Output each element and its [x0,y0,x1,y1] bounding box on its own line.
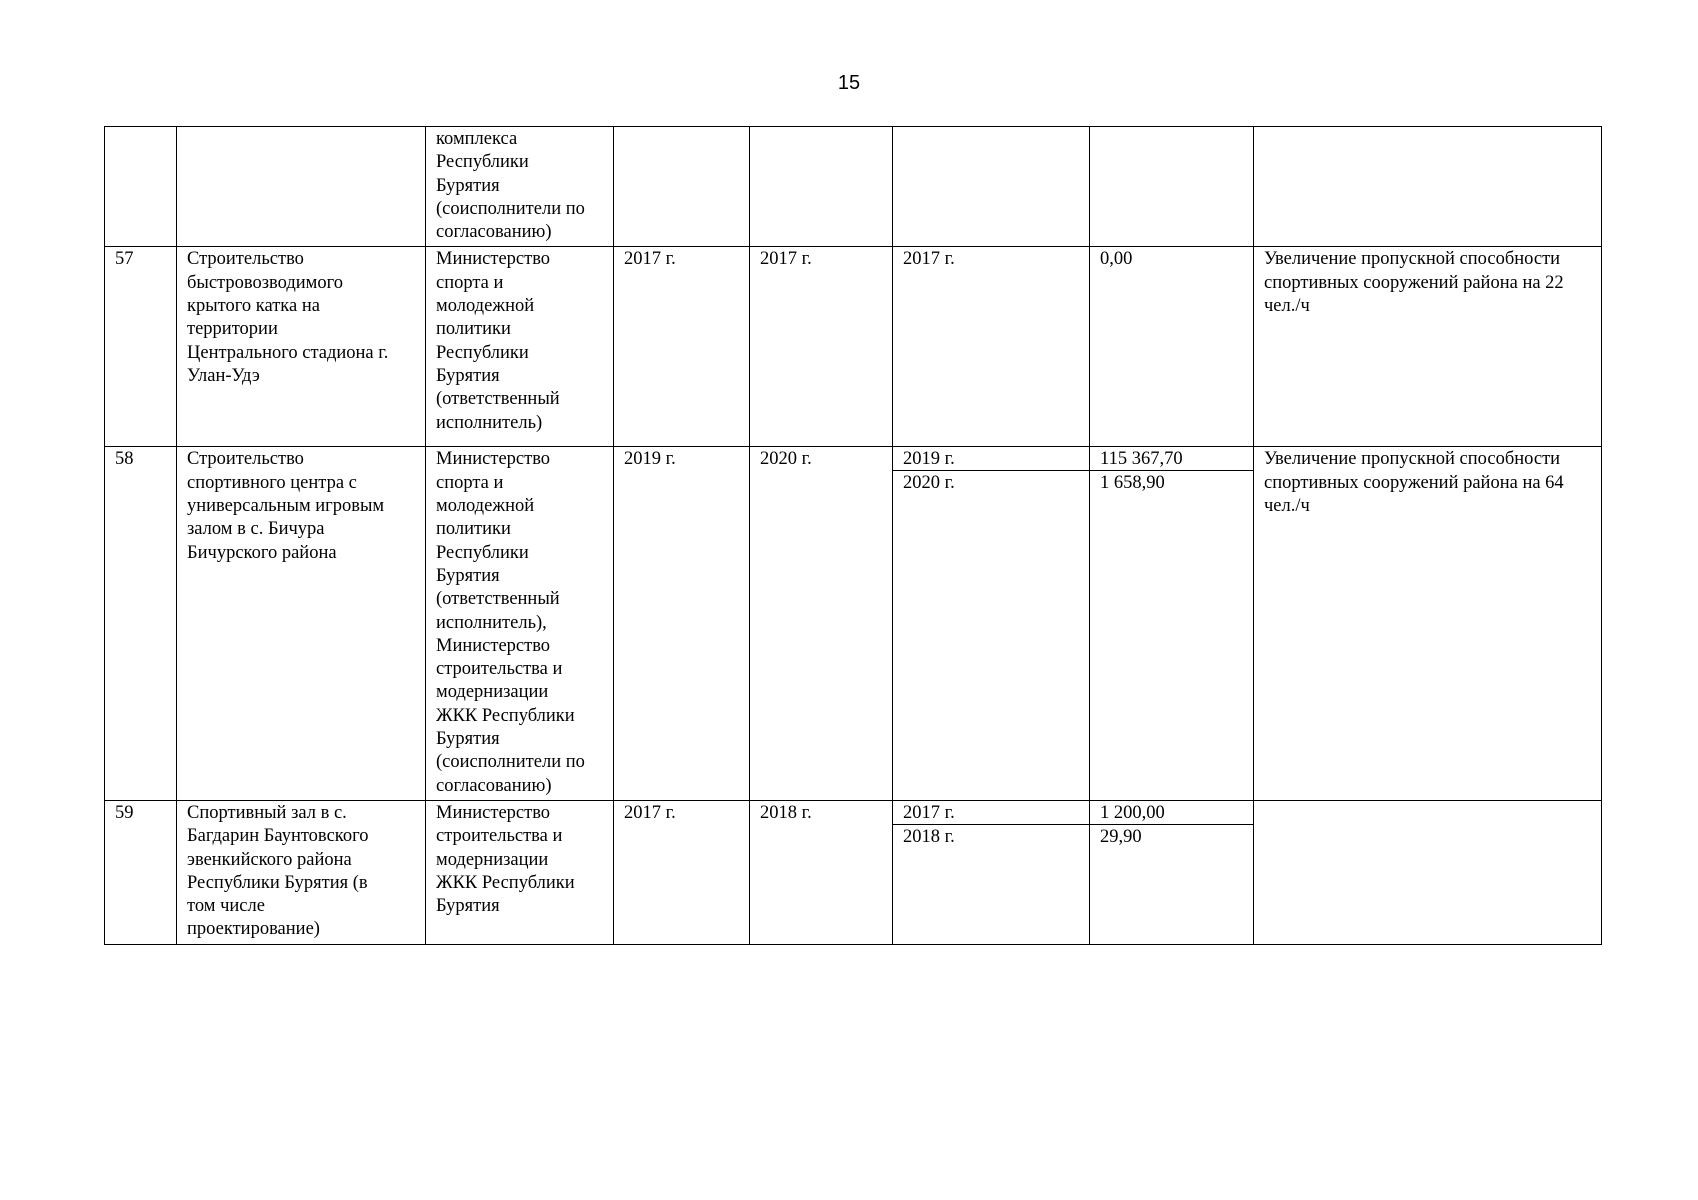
funding-amount: 115 367,70 [1090,447,1253,471]
table-row [105,127,1602,247]
table-row [105,247,1602,447]
cell-name: Строительство быстровозводимого крытого катка на территории Центрального стадиона г. Улан-Удэ [177,247,426,447]
cell-result: Увеличение пропускной способности спортивных сооружений района на 22 чел./ч [1254,247,1602,447]
funding-amount: 1 658,90 [1100,473,1165,494]
cell-number: 59 [105,800,177,944]
cell-number [105,127,177,247]
cell-name [177,127,426,247]
cell-funding-years [893,127,1090,247]
cell-result [1254,127,1602,247]
cell-end-year: 2018 г. [750,800,893,944]
cell-end-year: 2020 г. [750,447,893,800]
cell-end-year: 2017 г. [750,247,893,447]
funding-year: 2020 г. [903,473,955,494]
funding-amount: 29,90 [1100,826,1142,847]
cell-funding-amounts [1090,447,1254,800]
cell-executor: комплекса Республики Бурятия (соисполнители по согласованию) [426,127,614,247]
funding-year: 2018 г. [903,826,955,847]
funding-year: 2017 г. [893,801,1089,825]
cell-end-year [750,127,893,247]
cell-result: Увеличение пропускной способности спортивных сооружений района на 64 чел./ч [1254,447,1602,800]
cell-funding-year: 2017 г. [893,247,1090,447]
cell-name: Спортивный зал в с. Багдарин Баунтовского эвенкийского района Республики Бурятия (в том числе проектирование) [177,800,426,944]
cell-start-year [614,127,750,247]
cell-funding-amounts [1090,127,1254,247]
cell-funding-years [893,447,1090,800]
cell-funding-amounts [1090,800,1254,944]
cell-executor: Министерство спорта и молодежной политики Республики Бурятия (ответственный исполнитель) [426,247,614,447]
program-table [104,126,1602,945]
cell-start-year: 2019 г. [614,447,750,800]
cell-funding-years [893,800,1090,944]
cell-start-year: 2017 г. [614,800,750,944]
cell-funding-amount: 0,00 [1090,247,1254,447]
cell-number: 58 [105,447,177,800]
cell-number: 57 [105,247,177,447]
funding-year: 2019 г. [893,447,1089,471]
cell-result [1254,800,1602,944]
table-row [105,800,1602,944]
table-row [105,447,1602,800]
cell-start-year: 2017 г. [614,247,750,447]
cell-executor: Министерство спорта и молодежной политики Республики Бурятия (ответственный исполнитель), Министерство строительства и модернизации ЖКК Республики Бурятия (соисполнители по согласованию) [426,447,614,800]
funding-amount: 1 200,00 [1090,801,1253,825]
cell-executor: Министерство строительства и модернизации ЖКК Республики Бурятия [426,800,614,944]
page-number: 15 [837,72,861,94]
cell-name: Строительство спортивного центра с универсальным игровым залом в с. Бичура Бичурского района [177,447,426,800]
